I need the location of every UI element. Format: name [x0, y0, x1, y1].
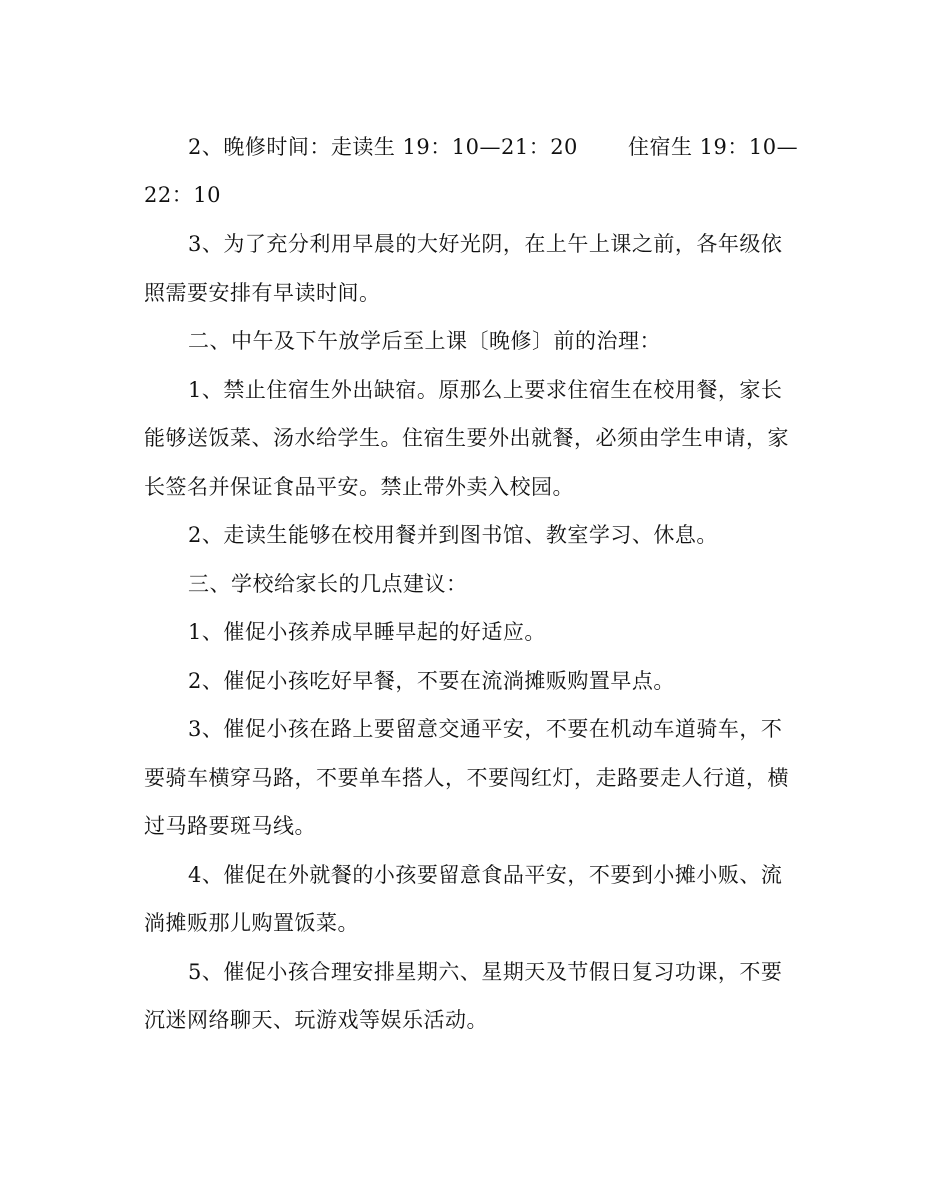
text-line: 3、催促小孩在路上要留意交通平安，不要在机动车道骑车，不	[188, 717, 783, 741]
text-line: 要骑车横穿马路，不要单车搭人，不要闯红灯，走路要走人行道，横	[144, 766, 789, 790]
text-line: 淌摊贩那儿购置饭菜。	[144, 911, 359, 935]
text-line: 照需要安排有早读时间。	[144, 281, 381, 305]
text-line: 能够送饭菜、汤水给学生。住宿生要外出就餐，必须由学生申请，家	[144, 426, 789, 450]
text-line: 5、催促小孩合理安排星期六、星期天及节假日复习功课，不要	[188, 960, 783, 984]
text-line: 2、催促小孩吃好早餐，不要在流淌摊贩购置早点。	[188, 669, 675, 693]
text-line: 1、催促小孩养成早睡早起的好适应。	[188, 620, 546, 644]
text-line: 沉迷网络聊天、玩游戏等娱乐活动。	[144, 1008, 488, 1032]
section-heading: 二、中午及下午放学后至上课〔晚修〕前的治理：	[188, 329, 661, 353]
text-line: 2、走读生能够在校用餐并到图书馆、教室学习、休息。	[188, 523, 718, 547]
text-line: 4、催促在外就餐的小孩要留意食品平安，不要到小摊小贩、流	[188, 863, 783, 887]
text-line: 3、为了充分利用早晨的大好光阴，在上午上课之前，各年级依	[188, 232, 783, 256]
text-line: 2、晚修时间：走读生 19：10—21：20	[188, 135, 578, 159]
text-line: 1、禁止住宿生外出缺宿。原那么上要求住宿生在校用餐，家长	[188, 378, 783, 402]
section-heading: 三、学校给家长的几点建议：	[188, 572, 468, 596]
text-line: 住宿生 19：10—	[628, 135, 799, 159]
text-line: 长签名并保证食品平安。禁止带外卖入校园。	[144, 475, 574, 499]
text-line: 22：10	[144, 183, 221, 207]
text-line: 过马路要斑马线。	[144, 814, 316, 838]
